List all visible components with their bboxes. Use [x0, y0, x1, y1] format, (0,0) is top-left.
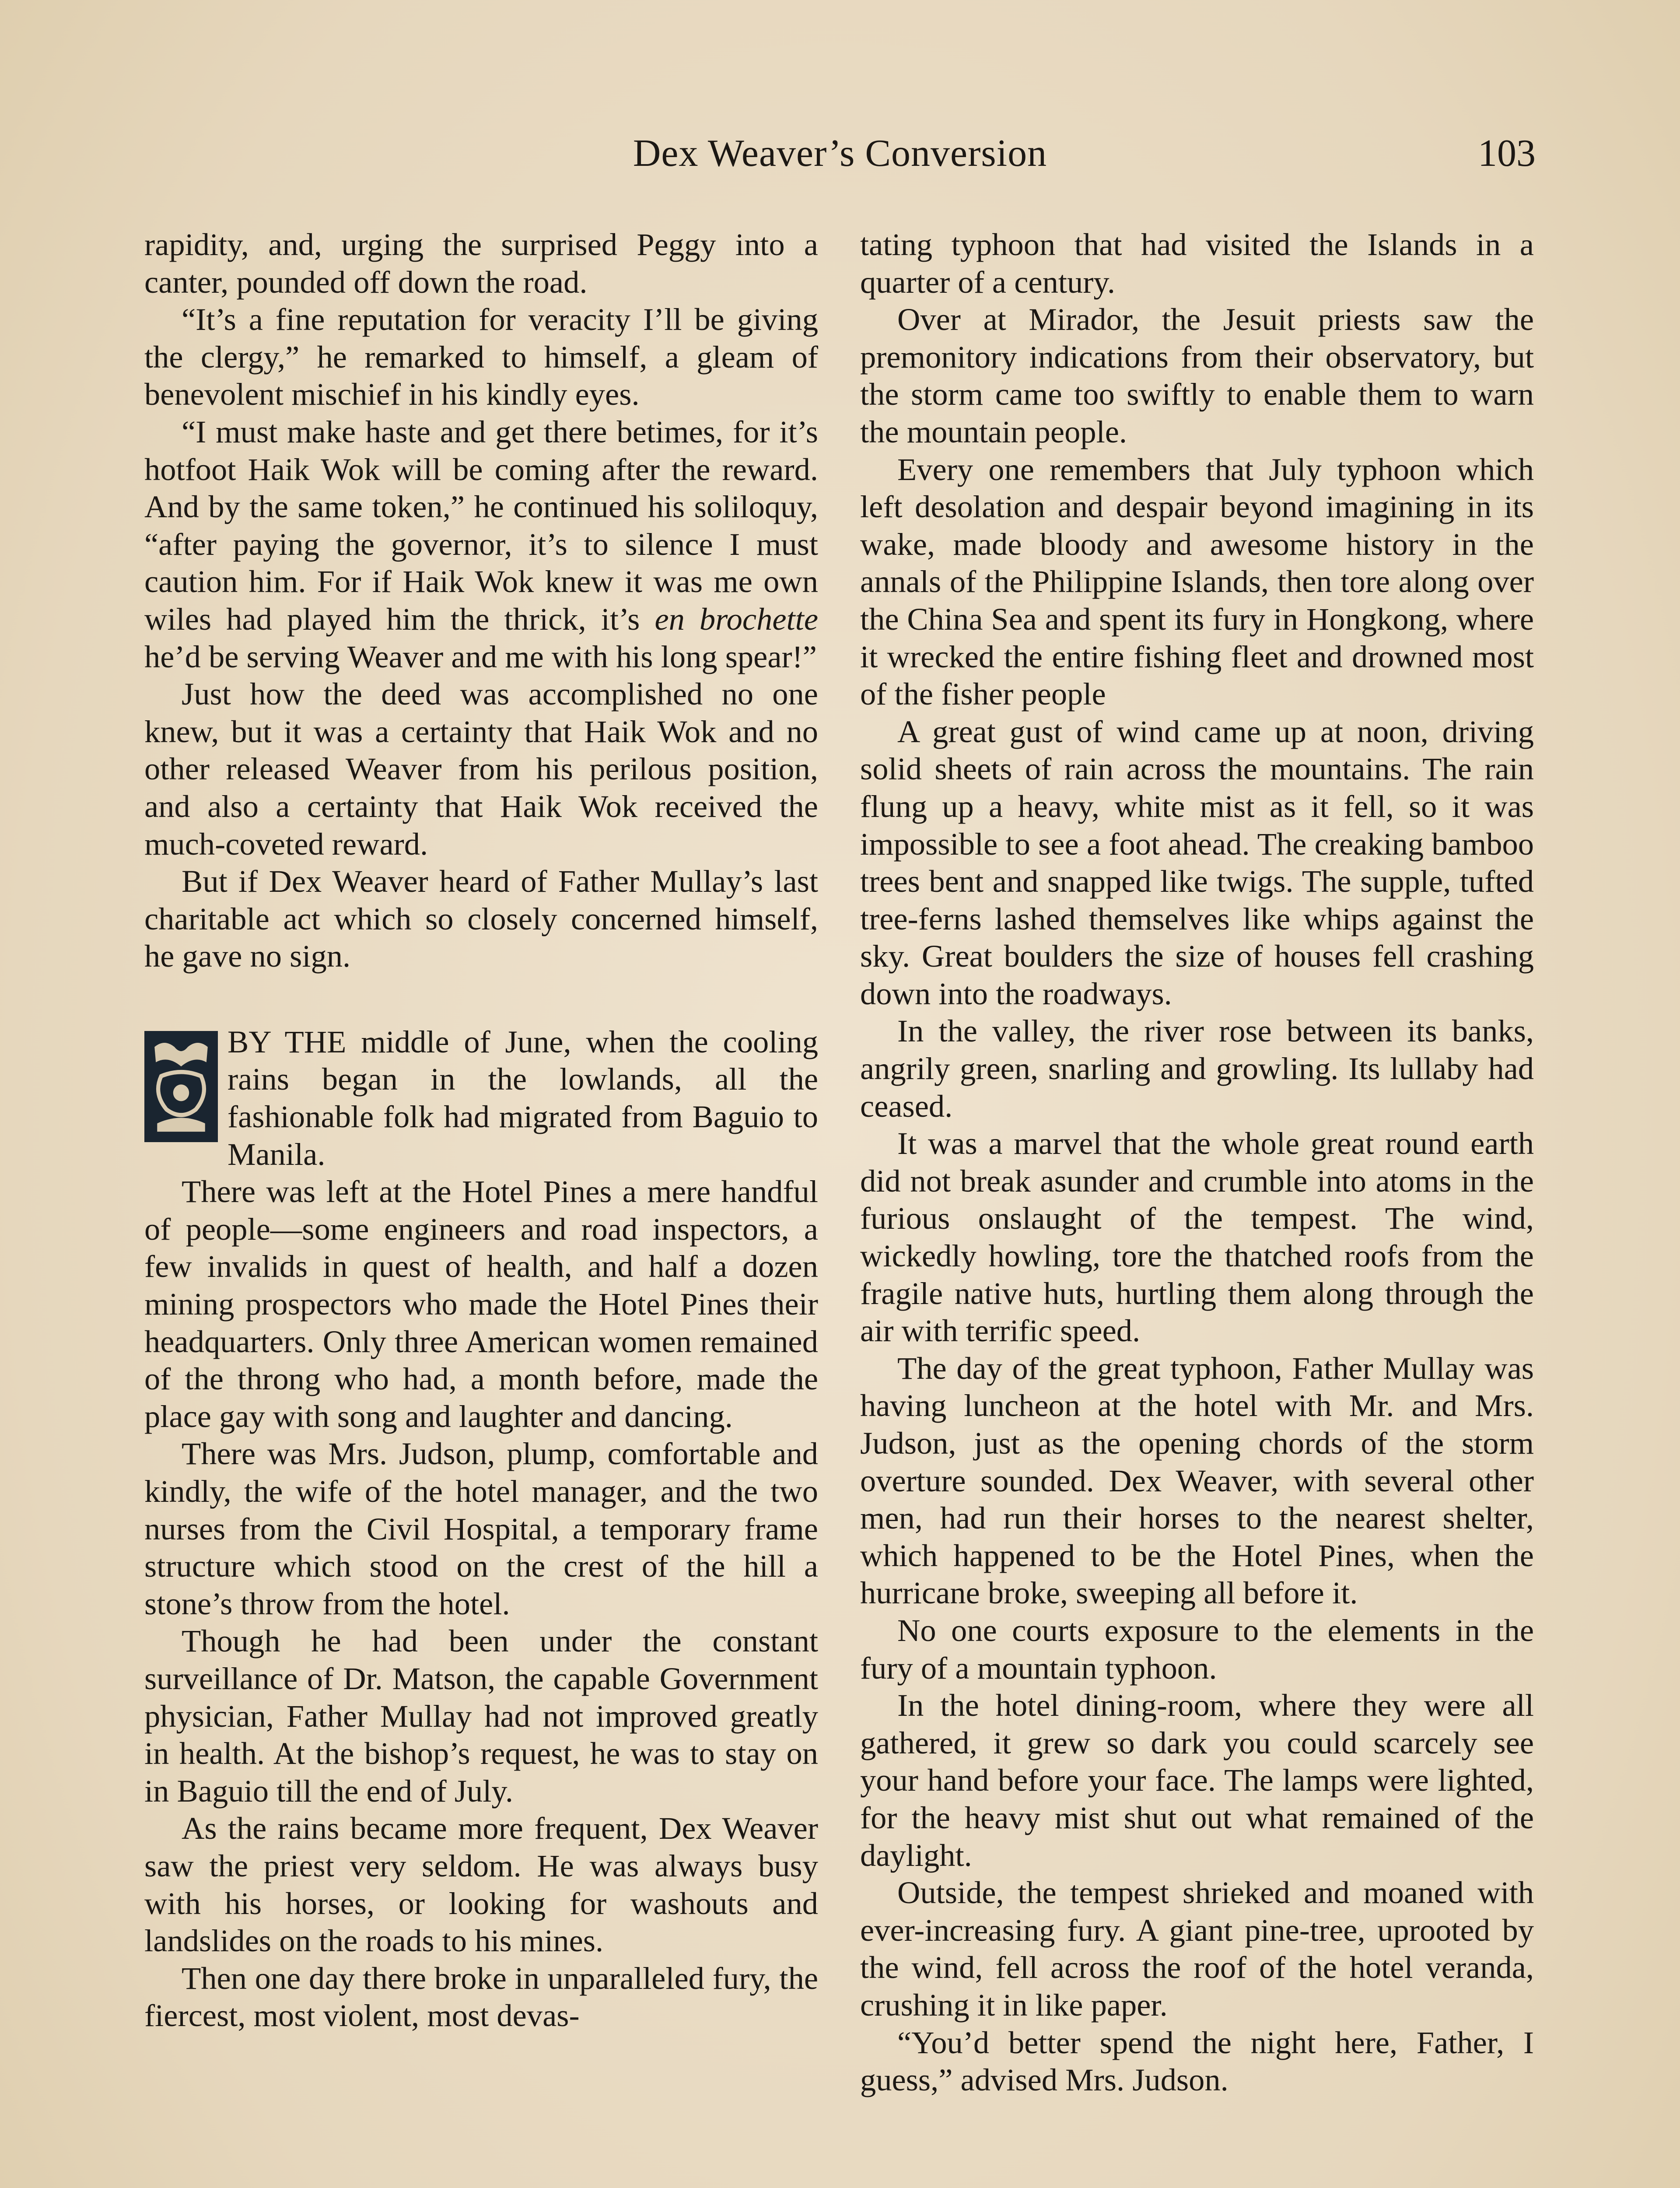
page-number: 103	[1478, 132, 1536, 175]
paragraph: There was left at the Hotel Pines a mere handful of people—some engineers and road inspectors, a few invalids in quest of health, and half a dozen mining prospectors who made the Hotel Pines their headquarters. Only three American women remained of the throng who had, a month before, made the place gay with song and laughter and dancing.	[144, 1174, 818, 1434]
paragraph: It was a marvel that the whole great round earth did not break asunder and crumble into atoms in the furious onslaught of the tempest. The wind, wickedly howling, tore the thatched roofs from the fragile native huts, hurtling them along through the air with terrific speed.	[860, 1126, 1534, 1349]
paragraph: As the rains became more frequent, Dex Weaver saw the priest very seldom. He was always busy with his horses, or looking for washouts and landslides on the roads to his mines.	[144, 1810, 818, 1959]
paragraph: No one courts exposure to the elements in the fury of a mountain typhoon.	[860, 1612, 1534, 1686]
paragraph: In the valley, the river rose between its banks, angrily green, snarling and growling. Its lullaby had ceased.	[860, 1013, 1534, 1124]
paragraph: The day of the great typhoon, Father Mullay was having luncheon at the hotel with Mr. and Mrs. Judson, just as the opening chords of the storm overture sounded. Dex Weaver, with several other men, had run their horses to the nearest shelter, which happened to be the Hotel Pines, when the hurricane broke, sweeping all before it.	[860, 1350, 1534, 1611]
paragraph: Just how the deed was accomplished no one knew, but it was a certainty that Haik Wok and no other released Weaver from his perilous position, and also a certainty that Haik Wok received the much-coveted reward.	[144, 676, 818, 862]
paragraph: Over at Mirador, the Jesuit priests saw the premonitory indications from their observatory, but the storm came too swiftly to enable them to warn the mountain people.	[860, 302, 1534, 449]
paragraph: “You’d better spend the night here, Father, I guess,” advised Mrs. Judson.	[860, 2024, 1534, 2098]
paragraph: Though he had been under the constant surveillance of Dr. Matson, the capable Government physician, Father Mullay had not improved greatly in health. At the bishop’s request, he was to stay on in Baguio till the end of July.	[144, 1623, 818, 1809]
italic-phrase: en brochette	[654, 601, 818, 637]
paragraph-text: “I must make haste and get there betimes, for it’s hotfoot Haik Wok will be coming after the reward. And by the same token,” he continued his soliloquy, “after paying the governor, it’s to silence I must caution him. For if Haik Wok knew it was me own wiles had played him the thrick, it’s	[144, 414, 818, 637]
paragraph: Every one remembers that July typhoon which left desolation and despair beyond imagining in its wake, made bloody and awesome history in the annals of the Philippine Islands, then tore along over the China Sea and spent its fury in Hongkong, where it wrecked the entire fishing fleet and drowned most of the fisher people	[860, 451, 1534, 712]
paragraph: A great gust of wind came up at noon, driving solid sheets of rain across the mountains. The rain flung up a heavy, white mist as it fell, so it was impossible to see a foot ahead. The creaking bamboo trees bent and snapped like twigs. The supple, tufted tree-ferns lashed themselves like whips against the sky. Great boulders the size of houses fell crashing down into the roadways.	[860, 713, 1534, 1011]
paragraph-text: BY THE middle of June, when the cooling rains began in the lowlands, all the fashionable folk had migrated from Baguio to Manila.	[228, 1024, 818, 1172]
paragraph: There was Mrs. Judson, plump, comfortable and kindly, the wife of the hotel manager, and the two nurses from the Civil Hospital, a temporary frame structure which stood on the crest of the hill a stone’s throw from the hotel.	[144, 1436, 818, 1621]
right-column	[860, 226, 1534, 2099]
paragraph: tating typhoon that had visited the Islands in a quarter of a century.	[860, 227, 1534, 300]
paragraph: In the hotel dining-room, where they were all gathered, it grew so dark you could scarcely see your hand before your face. The lamps were lighted, for the heavy mist shut out what remained of the daylight.	[860, 1687, 1534, 1873]
paragraph: Outside, the tempest shrieked and moaned with ever-increasing fury. A giant pine-tree, uprooted by the wind, fell across the roof of the hotel veranda, crushing it in like paper.	[860, 1875, 1534, 2023]
ornament-icon	[144, 1031, 218, 1142]
ornament-graphic	[148, 1034, 214, 1139]
page-title: Dex Weaver’s Conversion	[633, 132, 1047, 175]
paragraph: rapidity, and, urging the surprised Peggy into a canter, pounded off down the road.	[144, 227, 818, 300]
left-column	[144, 226, 818, 2034]
paragraph: Then one day there broke in unparalleled fury, the fiercest, most violent, most devas-	[144, 1960, 818, 2034]
section-start-paragraph	[144, 1023, 818, 1173]
paragraph	[144, 413, 818, 675]
paragraph-text: he’d be serving Weaver and me with his long spear!”	[144, 638, 817, 674]
paragraph: But if Dex Weaver heard of Father Mullay’s last charitable act which so closely concerned himself, he gave no sign.	[144, 863, 818, 974]
paragraph: “It’s a fine reputation for veracity I’ll be giving the clergy,” he remarked to himself, a gleam of benevolent mischief in his kindly eyes.	[144, 302, 818, 412]
running-head	[144, 131, 1536, 179]
